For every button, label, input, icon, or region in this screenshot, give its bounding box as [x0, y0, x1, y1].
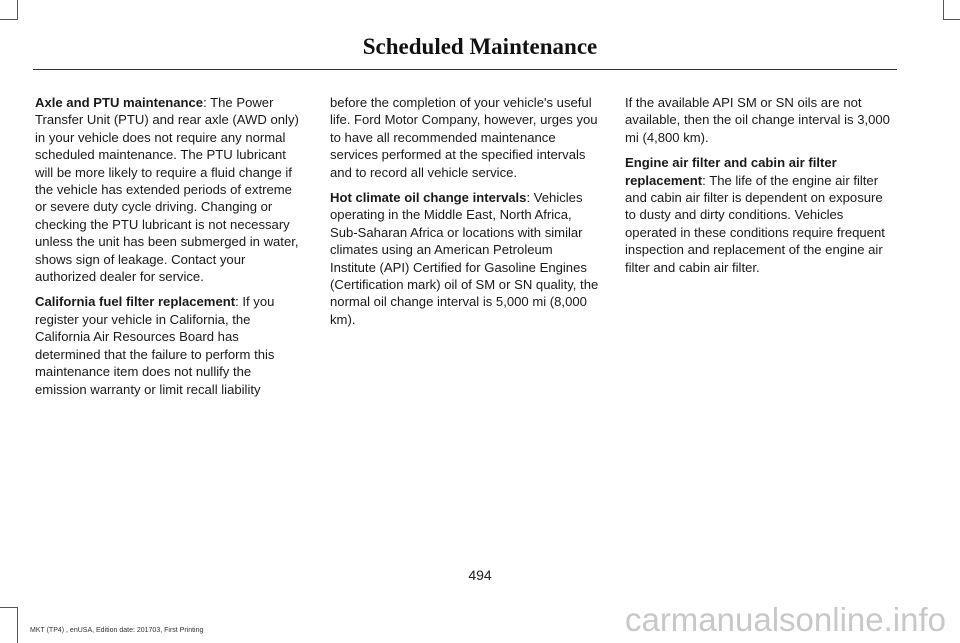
paragraph-api-oils: [625, 94, 897, 146]
page-number: 494: [468, 567, 492, 583]
column-2: [330, 94, 602, 336]
crop-mark: [17, 0, 18, 20]
paragraph-text: : The life of the engine air filter and cabin air filter is dependent on exposure to dusty and dirty conditions. Vehicles operated in these conditions require frequent inspection and replacement of the engine air filter and cabin air filter.: [625, 172, 885, 275]
paragraph-continued: [330, 94, 602, 181]
paragraph-text: If the available API SM or SN oils are not available, then the oil change interval is 3,000 mi (4,800 km).: [625, 95, 890, 145]
paragraph-text: : If you register your vehicle in California, the California Air Resources Board has determined that the failure to perform this maintenance item does not nullify the emission warranty or limit recall liability: [35, 294, 275, 397]
paragraph-hot-climate-oil: [330, 189, 602, 328]
paragraph-lead: Axle and PTU maintenance: [35, 95, 204, 110]
paragraph-lead: California fuel filter replacement: [35, 294, 236, 310]
crop-mark: [0, 19, 17, 20]
paragraph-air-filter: [625, 154, 897, 276]
crop-mark: [943, 19, 960, 20]
column-1: [35, 94, 305, 406]
watermark: carmanualsonline.info: [624, 601, 946, 638]
paragraph-lead: Engine air filter and cabin air filter replacement: [625, 155, 837, 188]
paragraph-axle-ptu: [35, 94, 305, 285]
paragraph-text: : The Power Transfer Unit (PTU) and rear axle (AWD only) in your vehicle does not require any normal scheduled maintenance. The PTU lubricant will be more likely to require a fluid change if the vehicle has extended periods of extreme or severe duty cycle driving. Changing or checking the PTU lubricant is not necessary unless the unit has been submerged in water, shows sign of leakage. Contact your authorized dealer for service.: [35, 95, 299, 285]
paragraph-lead: Hot climate oil change intervals: [330, 190, 527, 206]
column-3: [625, 94, 897, 284]
edition-note: MKT (TP4) , enUSA, Edition date: 201703, First Printing: [30, 627, 204, 634]
paragraph-text: : Vehicles operating in the Middle East, North Africa, Sub-Saharan Africa or locations with similar climates using an American Petroleum Institute (API) Certified for Gasoline Engines (Certification mark) oil of SM or SN quality, the normal oil change interval is 5,000 mi (8,000 km).: [330, 190, 599, 327]
crop-mark: [943, 0, 944, 20]
paragraph-california-fuel-filter: [35, 293, 305, 397]
paragraph-text: before the completion of your vehicle's useful life. Ford Motor Company, however, urges you to have all recommended maintenance services performed at the specified intervals and to record all vehicle service.: [330, 95, 598, 180]
crop-mark: [0, 607, 17, 608]
crop-mark: [17, 607, 18, 643]
header-divider: [33, 69, 897, 70]
page-title: Scheduled Maintenance: [362, 34, 598, 59]
